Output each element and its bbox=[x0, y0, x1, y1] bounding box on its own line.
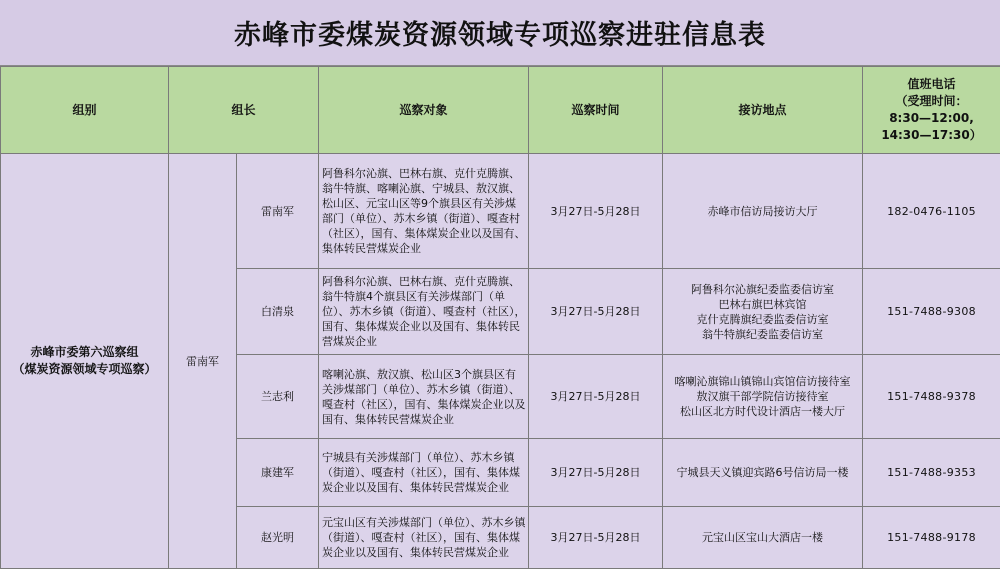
member-name: 赵光明 bbox=[237, 507, 319, 569]
location-cell bbox=[663, 439, 863, 507]
phone-cell: 151-7488-9178 bbox=[863, 507, 1000, 569]
member-name: 雷南军 bbox=[237, 154, 319, 269]
phone-cell: 151-7488-9378 bbox=[863, 355, 1000, 439]
header-time: 巡察时间 bbox=[529, 67, 663, 154]
location-cell bbox=[663, 154, 863, 269]
target-cell: 阿鲁科尔沁旗、巴林右旗、克什克腾旗、翁牛特旗、喀喇沁旗、宁城县、敖汉旗、松山区、元宝山区等9个旗县区有关涉煤部门（单位）、苏木乡镇（街道）、嘎查村（社区），国有、集体煤炭企业以及国有、集体转民营煤炭企业 bbox=[319, 154, 529, 269]
member-name: 兰志利 bbox=[237, 355, 319, 439]
phone-cell: 182-0476-1105 bbox=[863, 154, 1000, 269]
phone-cell: 151-7488-9308 bbox=[863, 269, 1000, 355]
time-cell: 3月27日-5月28日 bbox=[529, 154, 663, 269]
location-cell bbox=[663, 507, 863, 569]
phone-cell: 151-7488-9353 bbox=[863, 439, 1000, 507]
location-line: 翁牛特旗纪委监委信访室 bbox=[665, 327, 860, 342]
location-line: 元宝山区宝山大酒店一楼 bbox=[665, 530, 860, 545]
location-line: 巴林右旗巴林宾馆 bbox=[665, 297, 860, 312]
member-name: 康建军 bbox=[237, 439, 319, 507]
header-group: 组别 bbox=[1, 67, 169, 154]
target-cell: 宁城县有关涉煤部门（单位）、苏木乡镇（街道）、嘎查村（社区），国有、集体煤炭企业以及国有、集体转民营煤炭企业 bbox=[319, 439, 529, 507]
header-phone-line: 值班电话 bbox=[865, 76, 998, 93]
group-name-cell bbox=[1, 154, 169, 569]
time-cell: 3月27日-5月28日 bbox=[529, 507, 663, 569]
header-phone-line: 8:30—12:00, bbox=[865, 110, 998, 127]
header-phone bbox=[863, 67, 1000, 154]
location-cell bbox=[663, 355, 863, 439]
target-cell: 元宝山区有关涉煤部门（单位）、苏木乡镇（街道）、嘎查村（社区），国有、集体煤炭企业以及国有、集体转民营煤炭企业 bbox=[319, 507, 529, 569]
group-leader-cell: 雷南军 bbox=[169, 154, 237, 569]
location-line: 宁城县天义镇迎宾路6号信访局一楼 bbox=[665, 465, 860, 480]
location-line: 敖汉旗干部学院信访接待室 bbox=[665, 389, 860, 404]
header-phone-line: 14:30—17:30） bbox=[865, 127, 998, 144]
location-line: 阿鲁科尔沁旗纪委监委信访室 bbox=[665, 282, 860, 297]
time-cell: 3月27日-5月28日 bbox=[529, 269, 663, 355]
target-cell: 阿鲁科尔沁旗、巴林右旗、克什克腾旗、翁牛特旗4个旗县区有关涉煤部门（单位）、苏木乡镇（街道）、嘎查村（社区），国有、集体煤炭企业以及国有、集体转民营煤炭企业 bbox=[319, 269, 529, 355]
location-cell bbox=[663, 269, 863, 355]
member-name: 白清泉 bbox=[237, 269, 319, 355]
table-row bbox=[1, 154, 1000, 269]
page-title: 赤峰市委煤炭资源领域专项巡察进驻信息表 bbox=[0, 0, 1000, 66]
header-leader: 组长 bbox=[169, 67, 319, 154]
time-cell: 3月27日-5月28日 bbox=[529, 355, 663, 439]
time-cell: 3月27日-5月28日 bbox=[529, 439, 663, 507]
location-line: 喀喇沁旗锦山镇锦山宾馆信访接待室 bbox=[665, 374, 860, 389]
group-subtitle: （煤炭资源领域专项巡察） bbox=[3, 361, 166, 378]
header-phone-line: （受理时间： bbox=[865, 93, 998, 110]
header-location: 接访地点 bbox=[663, 67, 863, 154]
header-row bbox=[1, 67, 1000, 154]
group-name: 赤峰市委第六巡察组 bbox=[3, 344, 166, 361]
target-cell: 喀喇沁旗、敖汉旗、松山区3个旗县区有关涉煤部门（单位）、苏木乡镇（街道）、嘎查村（社区），国有、集体煤炭企业以及国有、集体转民营煤炭企业 bbox=[319, 355, 529, 439]
header-target: 巡察对象 bbox=[319, 67, 529, 154]
location-line: 克什克腾旗纪委监委信访室 bbox=[665, 312, 860, 327]
info-table bbox=[0, 66, 1000, 569]
location-line: 松山区北方时代设计酒店一楼大厅 bbox=[665, 404, 860, 419]
location-line: 赤峰市信访局接访大厅 bbox=[665, 204, 860, 219]
